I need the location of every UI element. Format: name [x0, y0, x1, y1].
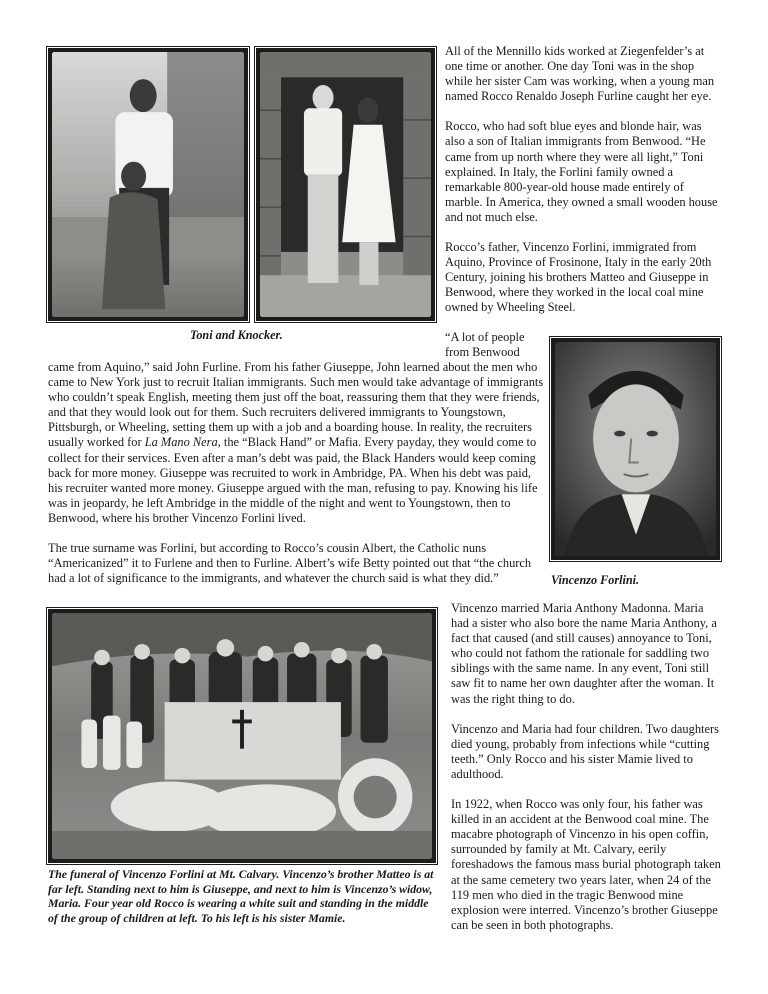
caption-toni-and-knocker: Toni and Knocker. [190, 328, 283, 342]
paragraph-1922-accident: In 1922, when Rocco was only four, his father was killed in an accident at the Benwood coal mine. The macabre photograph of Vincenzo in his open coffin, surrounded by family at Mt. Calvary, eerily foreshadows the famous mass burial photograph taken at the same cemetery two years later, when 24 of the 119 men who died in the tragic Benwood mine explosion were interred. Vincenzo’s brother Giuseppe can be seen in both photographs. [451, 797, 721, 932]
body-right-column-bottom [451, 601, 723, 948]
paragraph-surname: The true surname was Forlini, but according to Rocco’s cousin Albert, the Catholic nuns “Americanized” it to Furlene and then to Furline. Albert’s wife Betty pointed out that “the church had a lot of significance to the immigrants, and whatever the church said is what they did.” [48, 541, 532, 586]
paragraph-vincenzo-immigrated: Rocco’s father, Vincenzo Forlini, immigrated from Aquino, Province of Frosinone, Italy in the early 20th Century, joining his brothers Matteo and Giuseppe in Benwood, where they worked in the local coal mine owned by Wheeling Steel. [445, 240, 712, 315]
paragraph-rocco-description: Rocco, who had soft blue eyes and blonde hair, was also a son of Italian immigrants from Benwood. “He came from up north where they were all light,” Toni explained. In Italy, the Forlini family owned a remarkable 800-year-old house made entirely of marble. In America, they owned a small wooden house and not much else. [445, 119, 718, 224]
paragraph-vincenzo-married: Vincenzo married Maria Anthony Madonna. Maria had a sister who also bore the name Maria Anthony, a fact that caused (and still causes) annoyance to Toni, who could not fathom the rationale for saddling two siblings with the same name. In any event, Toni still saw fit to name her own daughter after the woman. It was the right thing to do. [451, 601, 717, 706]
photo-vincenzo-forlini-portrait [551, 338, 720, 560]
paragraph-four-children: Vincenzo and Maria had four children. Two daughters died young, probably from infections while “cutting teeth.” Only Rocco and his sister Mamie lived to adulthood. [451, 721, 719, 781]
photo-toni-and-knocker-doorway [256, 48, 435, 321]
body-middle [48, 360, 544, 601]
body-right-column-top [445, 44, 723, 331]
paragraph-black-hand: came from Aquino,” said John Furline. From his father Giuseppe, John learned about the men who came to New York just to recruit Italian immigrants. Such men would take advantage of immigrants who couldn’t speak English, meeting them just off the boat, reassuring them that they were friends, and that they would look out for them. Such recruiters delivered immigrants to Youngstown, Pittsburgh, or Wheeling, setting them up with a job and a boarding house. In reality, the recruiters usually worked for La Mano Nera, the “Black Hand” or Mafia. Every payday, they would come to collect for their services. Even after a man’s debt was paid, the Black Handers would keep coming back for more money. Giuseppe was recruited to work in Ambridge, PA. When his debt was paid, his recruiter wanted more money. Giuseppe argued with the man, refusing to pay. Knowing his life was in jeopardy, he left Ambridge in the middle of the night and went to Youngstown, then to Benwood, where his brother Vincenzo Forlini lived. [48, 360, 544, 525]
caption-funeral: The funeral of Vincenzo Forlini at Mt. Calvary. Vincenzo’s brother Matteo is at far left. Standing next to him is Giuseppe, and next to him is Vincenzo’s widow, Maria. Four year old Rocco is wearing a white suit and standing in the middle of the group of children at left. To his left is his sister Mamie. [48, 867, 434, 925]
photo-funeral-vincenzo-forlini [48, 609, 436, 863]
body-lead-in: “A lot of people from Benwood [445, 330, 525, 360]
photo-toni-and-knocker-couple [48, 48, 248, 321]
paragraph-ziegenfelders: All of the Mennillo kids worked at Ziegenfelder’s at one time or another. One day Toni was in the shop while her sister Cam was working, when a young man named Rocco Renaldo Joseph Furline caught her eye. [445, 44, 715, 104]
caption-vincenzo-forlini: Vincenzo Forlini. [551, 573, 640, 587]
